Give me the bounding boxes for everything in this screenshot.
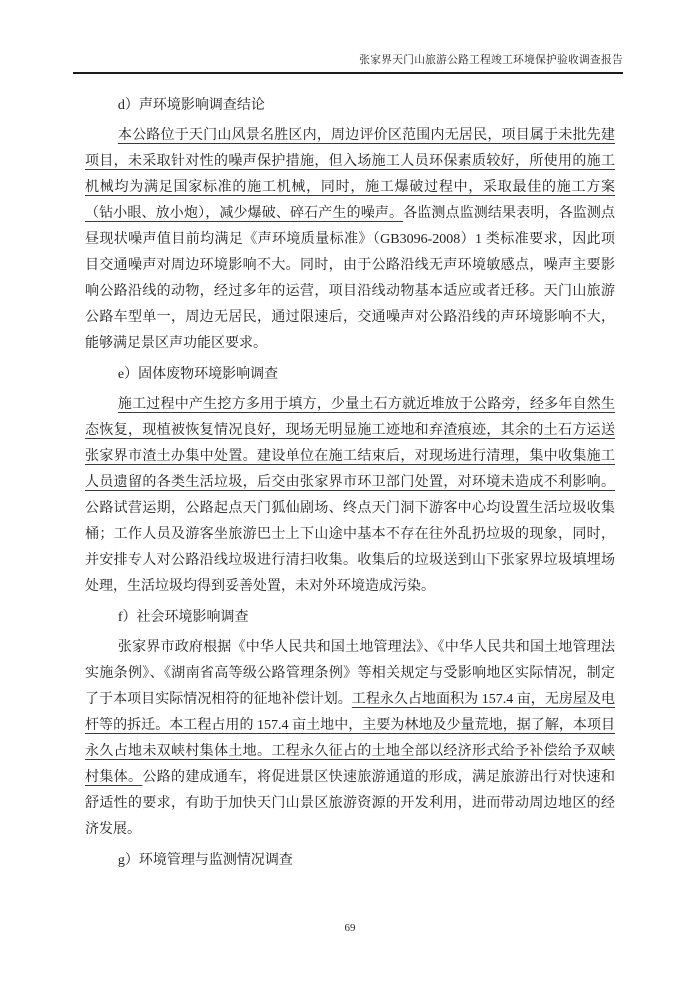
- document-body: [85, 88, 615, 878]
- underlined-text: 工程永久占地面积为 157.4 亩，无房屋及电杆等的拆迁。本工程占用的 157.4 亩土地中，主要为林地及少量荒地，据了解，本项目永久占地未双峡村集体土地。工程永久征占的土地全部以经济形式给予补偿给予双峡村集体。: [85, 692, 616, 785]
- body-paragraph: [85, 123, 615, 357]
- body-paragraph: [85, 392, 615, 600]
- page-header: [73, 52, 623, 74]
- page-number: 69: [344, 922, 356, 934]
- body-paragraph: [85, 635, 615, 843]
- page-footer: [0, 922, 700, 934]
- section-heading: g）环境管理与监测情况调查: [117, 853, 293, 868]
- plain-text: 张家界市政府根据《中华人民共和国土地管理法》、《中华人民共和国土地管理法实施条例》、《湖南省高等级公路管理条例》等相关规定与受影响地区实际情况，制定了于本项目实际情况相符的征地补偿计划。: [85, 640, 615, 707]
- underlined-text: 本公路位于天门山风景名胜区内，周边评价区范围内无居民，项目属于未批先建项目，未采取针对性的噪声保护措施，但入场施工人员环保素质较好，所使用的施工机械均为满足国家标准的施工机械，同时，施工爆破过程中，采取最佳的施工方案（钻小眼、放小炮），减少爆破、碎石产生的噪声。: [85, 128, 615, 221]
- plain-text: 公路试营运期，公路起点天门狐仙剧场、终点天门洞下游客中心均设置生活垃圾收集桶；工作人员及游客坐旅游巴士上下山途中基本不存在往外乱扔垃圾的现象，同时，并安排专人对公路沿线垃圾进行清扫收集。收集后的垃圾送到山下张家界垃圾填埋场处理，生活垃圾均得到妥善处置，未对外环境造成污染。: [85, 501, 615, 594]
- plain-text: 各监测点监测结果表明，各监测点昼现状噪声值目前均满足《声环境质量标准》（GB3096-2008）1 类标准要求，因此项目交通噪声对周边环境影响不大。同时，由于公路沿线无声环境敏感点，噪声主要影响公路沿线的动物，经过多年的运营，项目沿线动物基本适应或者迁移。天门山旅游公路车型单一，周边无居民，通过限速后，交通噪声对公路沿线的声环境影响不大，能够满足景区声功能区要求。: [85, 206, 616, 351]
- section-heading: d）声环境影响调查结论: [117, 98, 265, 113]
- section-heading: f）社会环境影响调查: [117, 610, 249, 625]
- header-title: 张家界天门山旅游公路工程竣工环境保护验收调查报告: [359, 54, 623, 66]
- section-heading: e）固体废物环境影响调查: [117, 367, 279, 382]
- plain-text: 公路的建成通车，将促进景区快速旅游通道的形成，满足旅游出行对快速和舒适性的要求，有助于加快天门山景区旅游资源的开发利用，进而带动周边地区的经济发展。: [85, 770, 616, 837]
- underlined-text: 施工过程中产生挖方多用于填方，少量土石方就近堆放于公路旁，经多年自然生态恢复，现植被恢复情况良好，现场无明显施工迹地和弃渣痕迹，其余的土石方运送张家界市渣土办集中处置。建设单位在施工结束后，对现场进行清理，集中收集施工人员遗留的各类生活垃圾，后交由张家界市环卫部门处置，对环境未造成不利影响。: [85, 397, 615, 490]
